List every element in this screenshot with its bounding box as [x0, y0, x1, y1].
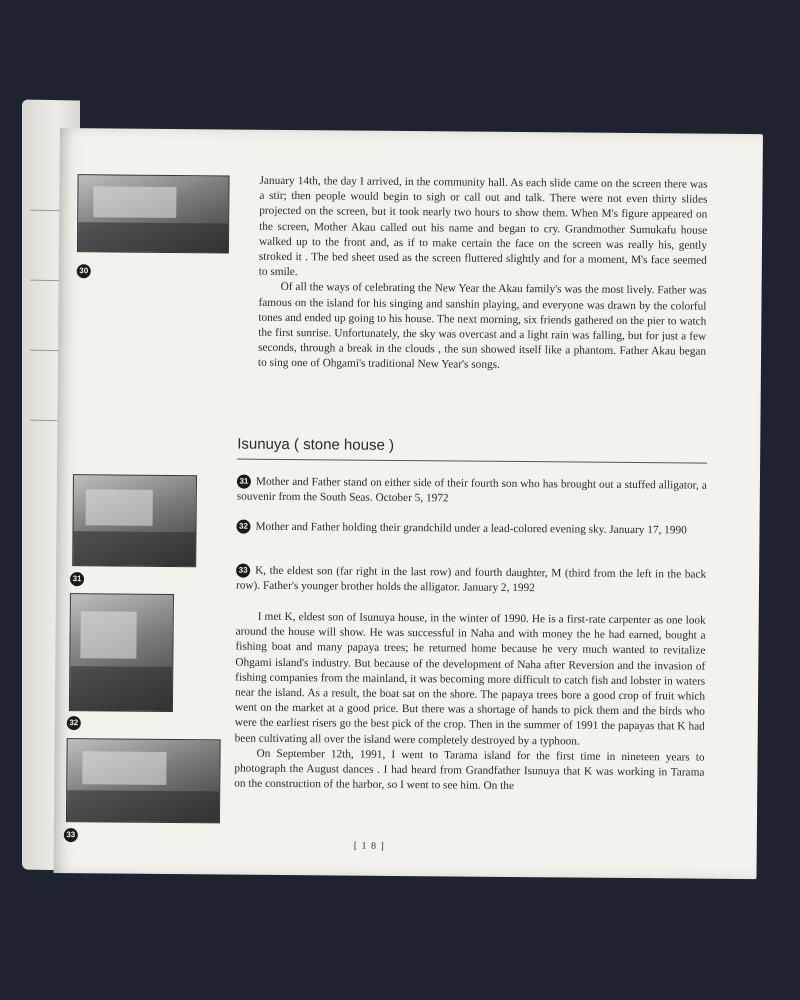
caption-31 — [237, 475, 707, 510]
photo-33 — [66, 738, 221, 823]
photo-number-30: 30 — [77, 264, 91, 278]
caption-text-32: Mother and Father holding their grandchild under a lead-colored evening sky. January 17, 1990 — [255, 520, 687, 537]
body-paragraph-1: I met K, eldest son of Isunuya house, in the winter of 1990. He is a first-rate carpenter as one look around the house will show. He was successful in Naha and with money the he had earned, bought a fishing boat and many papaya trees; he returned home because he very much wanted to revitalize Ohgami island's industry. But because of the development of Naha after Reversion and the invasion of fishing companies from the mainland, it was becoming more difficult to catch fish and lobster in waters near the island. As a result, the boat sat on the shore. The papaya trees bore a good crop of fruit which went on the market at a good price. But there was a shortage of hands to pick them and the birds who were the earliest risers go the best pick of the crop. Then in the summer of 1991 the papayas that K had been cultivating all over the island were completely destroyed by a typhoon. — [234, 610, 706, 748]
photo-number-31: 31 — [70, 572, 84, 586]
top-paragraph-2: Of all the ways of celebrating the New Year the Akau family's was the most lively. Father was famous on the island for his singing and sanshin playing, and everyone was drawn by the colorful tones and ended up going to his house. The next morning, six friends gathered on the pier to watch the first sunrise. Unfortunately, the sky was overcast and a light rain was falling, but for just a few seconds, through a break in the clouds , the sun showed itself like a phantom. Father Akau began to sing one of Ohgami's traditional New Year's songs. — [257, 281, 707, 372]
book-page — [53, 128, 762, 879]
section-heading: Isunuya ( stone house ) — [237, 436, 707, 464]
caption-number-32: 32 — [236, 520, 250, 534]
caption-32 — [236, 520, 706, 539]
photo-number-32: 32 — [67, 716, 81, 730]
caption-text-31: Mother and Father stand on either side of their fourth son who has brought out a stuffed alligator, a souvenir from the South Seas. October 5, 1972 — [236, 475, 707, 505]
photo-number-33: 33 — [64, 828, 78, 842]
caption-number-33: 33 — [236, 564, 250, 578]
caption-33 — [236, 564, 706, 599]
photo-31 — [72, 474, 197, 567]
photo-30 — [77, 174, 230, 253]
top-paragraph-1: January 14th, the day I arrived, in the community hall. As each slide came on the screen there was a stir; then people would begin to sigh or call out and talk. There were not even thirty slides projected on the screen, but it took nearly two hours to show them. When M's figure appeared on the screen, Mother Akau called out his name and began to cry. Grandmother Sumukafu house walked up to the front and, as if to make certain the face on the screen was really his, gently stroked it . The bed sheet used as the screen fluttered slightly and for a moment, M's face seemed to smile. — [258, 174, 708, 279]
body-paragraph-2: On September 12th, 1991, I went to Tarama island for the first time in nineteen years to photograph the August dances . I had heard from Grandfather Isunuya that K was working in Tarama on the construction of the harbor, so I went to see him. On the — [234, 747, 705, 793]
page-number: [ 1 8 ] — [353, 840, 385, 852]
photo-32 — [69, 593, 174, 712]
caption-text-33: K, the eldest son (far right in the last row) and fourth daughter, M (third from the left in the back row). Father's younger brother holds the alligator. January 2, 1992 — [235, 564, 707, 595]
body-text-block — [234, 610, 706, 797]
caption-number-31: 31 — [237, 475, 251, 489]
top-text-block — [258, 174, 708, 376]
